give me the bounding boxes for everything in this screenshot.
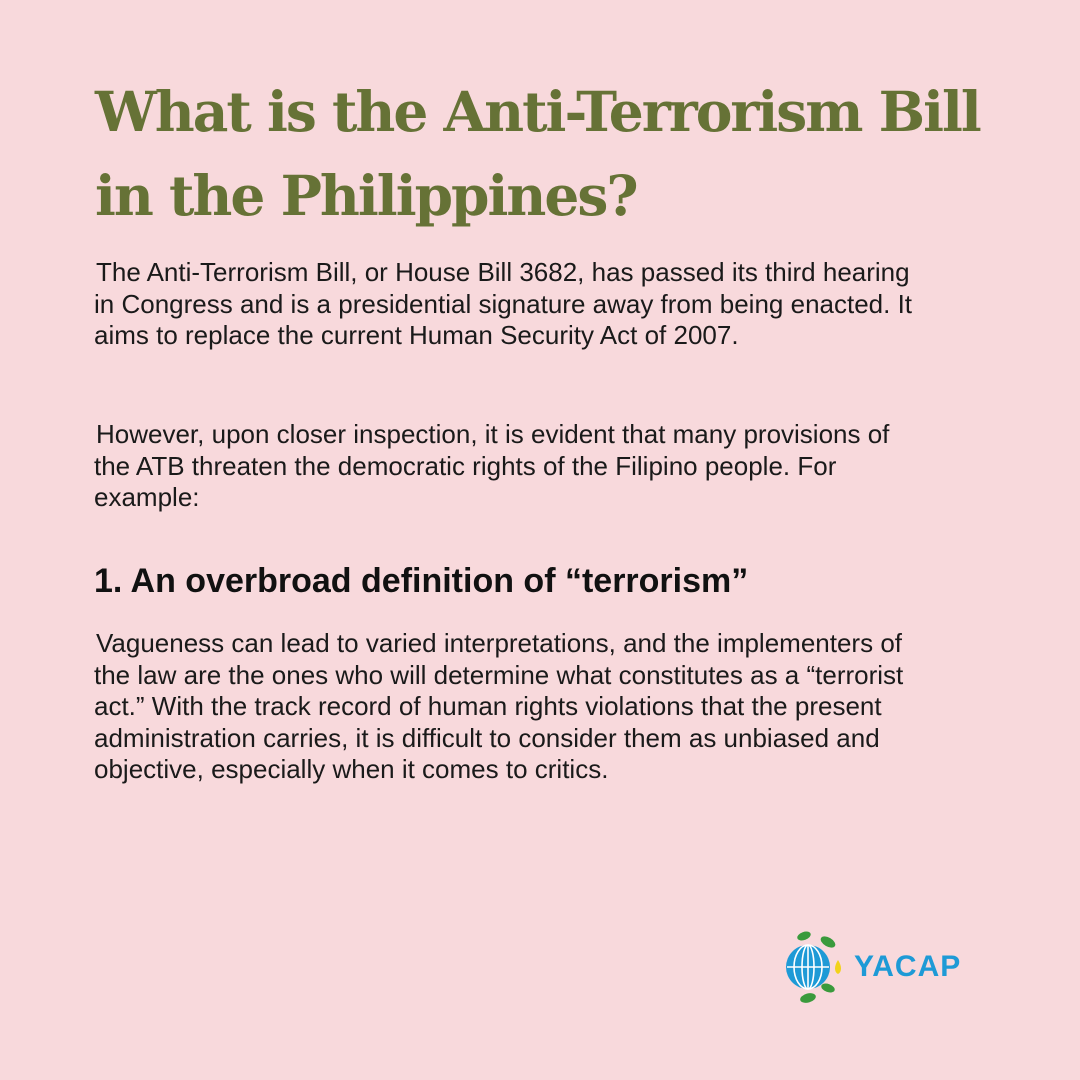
yacap-logo	[784, 930, 974, 1010]
point-1-body: Vagueness can lead to varied interpretations, and the implementers of the law are the ones who will determine what constitutes as a “terrorist act.” With the track record of human rights violations that the present administration carries, it is difficult to consider them as unbiased and objective, especially when it comes to critics.	[94, 628, 904, 784]
intro-paragraph: The Anti-Terrorism Bill, or House Bill 3682, has passed its third hearing in Congress and is a presidential signature away from being enacted. It aims to replace the current Human Security Act of 2007.	[94, 257, 913, 350]
logo-text: YACAP	[854, 950, 962, 983]
page-title: What is the Anti-Terrorism Bill in the Philippines?	[95, 79, 980, 228]
point-1-heading: 1. An overbroad definition of “terrorism”	[94, 562, 749, 600]
globe-leaves-icon	[784, 930, 854, 1010]
however-paragraph: However, upon closer inspection, it is evident that many provisions of the ATB threaten the democratic rights of the Filipino people. For example:	[94, 419, 890, 512]
